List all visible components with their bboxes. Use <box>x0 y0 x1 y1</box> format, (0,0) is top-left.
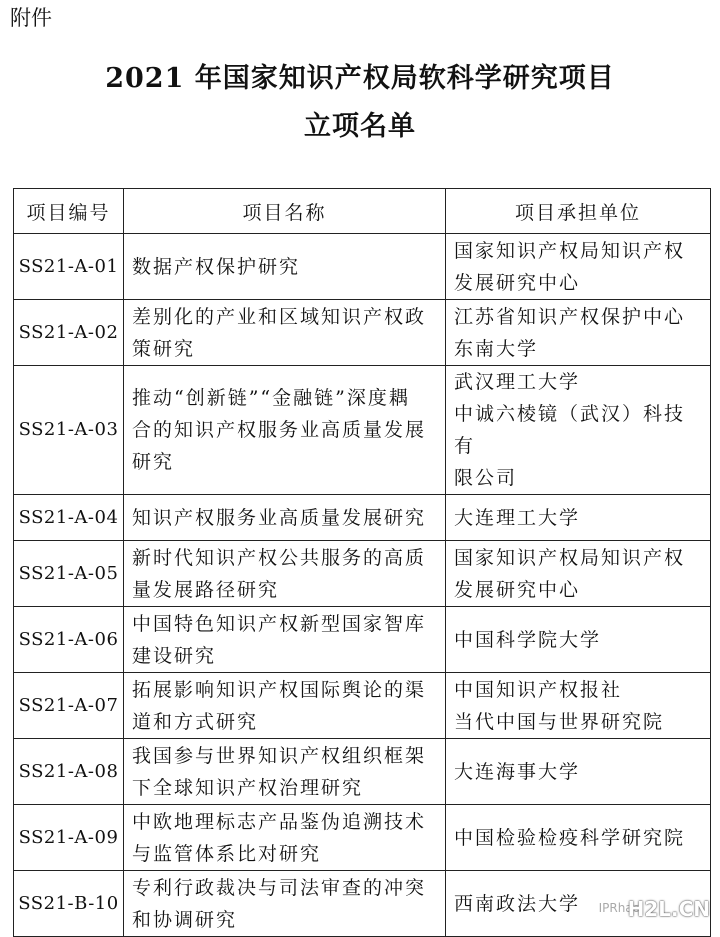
header-project-unit: 项目承担单位 <box>446 189 711 234</box>
project-name-cell <box>124 673 446 739</box>
project-code-cell: SS21-A-02 <box>14 300 124 366</box>
project-name-line: 专利行政裁决与司法审查的冲突 <box>132 876 427 899</box>
project-unit-cell <box>446 234 711 300</box>
project-unit-line: 中诚六棱镜（武汉）科技有 <box>454 403 686 457</box>
project-unit-line: 东南大学 <box>454 337 539 360</box>
project-name-line: 新时代知识产权公共服务的高质 <box>132 546 427 569</box>
project-code-cell: SS21-A-06 <box>14 607 124 673</box>
table-row <box>14 805 711 871</box>
project-list-table <box>13 188 711 937</box>
table-row <box>14 739 711 805</box>
project-name-cell <box>124 234 446 300</box>
project-code-cell: SS21-A-09 <box>14 805 124 871</box>
project-name-line: 我国参与世界知识产权组织框架 <box>132 744 427 767</box>
attachment-label: 附件 <box>10 6 52 30</box>
project-name-line: 量发展路径研究 <box>132 578 280 601</box>
project-name-line: 中国特色知识产权新型国家智库 <box>132 612 427 635</box>
document-title-line-2: 立项名单 <box>304 111 416 142</box>
table-row <box>14 234 711 300</box>
project-code-cell: SS21-A-03 <box>14 366 124 495</box>
document-title-line-1: 2021 年国家知识产权局软科学研究项目 <box>105 63 615 94</box>
project-unit-line: 发展研究中心 <box>454 271 581 294</box>
watermark-source: IPRhao <box>598 901 640 915</box>
project-unit-line: 武汉理工大学 <box>454 371 581 393</box>
project-name-line: 数据产权保护研究 <box>132 255 301 278</box>
table-row <box>14 366 711 495</box>
table-row <box>14 607 711 673</box>
project-unit-cell <box>446 607 711 673</box>
project-code-cell: SS21-A-05 <box>14 541 124 607</box>
project-name-line: 和协调研究 <box>132 908 238 931</box>
project-name-cell <box>124 541 446 607</box>
table-row <box>14 495 711 541</box>
project-unit-cell <box>446 495 711 541</box>
project-unit-line: 国家知识产权局知识产权 <box>454 546 686 569</box>
project-name-line: 下全球知识产权治理研究 <box>132 776 364 799</box>
project-name-cell <box>124 871 446 937</box>
project-name-line: 研究 <box>132 451 175 473</box>
project-unit-line: 江苏省知识产权保护中心 <box>454 305 686 328</box>
table-row <box>14 300 711 366</box>
project-name-cell <box>124 366 446 495</box>
project-code-cell: SS21-A-07 <box>14 673 124 739</box>
project-unit-cell <box>446 541 711 607</box>
project-unit-cell <box>446 366 711 495</box>
project-unit-line: 发展研究中心 <box>454 578 581 601</box>
table-row <box>14 673 711 739</box>
project-unit-line: 西南政法大学 <box>454 892 581 915</box>
project-unit-line: 中国检验检疫科学研究院 <box>454 826 686 849</box>
project-name-cell <box>124 607 446 673</box>
project-name-line: 差别化的产业和区域知识产权政 <box>132 305 427 328</box>
project-unit-line: 当代中国与世界研究院 <box>454 710 665 733</box>
project-code-cell: SS21-A-08 <box>14 739 124 805</box>
project-name-line: 拓展影响知识产权国际舆论的渠 <box>132 678 427 701</box>
header-project-code: 项目编号 <box>14 189 124 234</box>
project-name-line: 与监管体系比对研究 <box>132 842 322 865</box>
table-header-row <box>14 189 711 234</box>
project-name-line: 策研究 <box>132 337 196 360</box>
project-name-line: 建设研究 <box>132 644 217 667</box>
project-name-line: 知识产权服务业高质量发展研究 <box>132 506 427 529</box>
project-unit-line: 大连理工大学 <box>454 506 581 529</box>
project-unit-cell <box>446 673 711 739</box>
project-name-line: 合的知识产权服务业高质量发展 <box>132 419 427 441</box>
project-code-cell: SS21-A-01 <box>14 234 124 300</box>
project-code-cell: SS21-B-10 <box>14 871 124 937</box>
project-name-cell <box>124 495 446 541</box>
project-unit-line: 限公司 <box>454 467 518 489</box>
project-name-cell <box>124 300 446 366</box>
project-unit-line: 中国知识产权报社 <box>454 678 623 701</box>
project-name-cell <box>124 805 446 871</box>
project-unit-line: 大连海事大学 <box>454 760 581 783</box>
project-name-cell <box>124 739 446 805</box>
project-name-line: 推动“创新链”“金融链”深度耦 <box>132 387 410 409</box>
project-unit-line: 国家知识产权局知识产权 <box>454 239 686 262</box>
project-unit-cell <box>446 739 711 805</box>
project-code-cell: SS21-A-04 <box>14 495 124 541</box>
project-name-line: 道和方式研究 <box>132 710 259 733</box>
project-unit-cell <box>446 300 711 366</box>
table-row <box>14 541 711 607</box>
header-project-name: 项目名称 <box>124 189 446 234</box>
watermark-logo: H2L.CN <box>627 897 710 921</box>
project-unit-cell <box>446 805 711 871</box>
project-unit-line: 中国科学院大学 <box>454 628 602 651</box>
project-name-line: 中欧地理标志产品鉴伪追溯技术 <box>132 810 427 833</box>
